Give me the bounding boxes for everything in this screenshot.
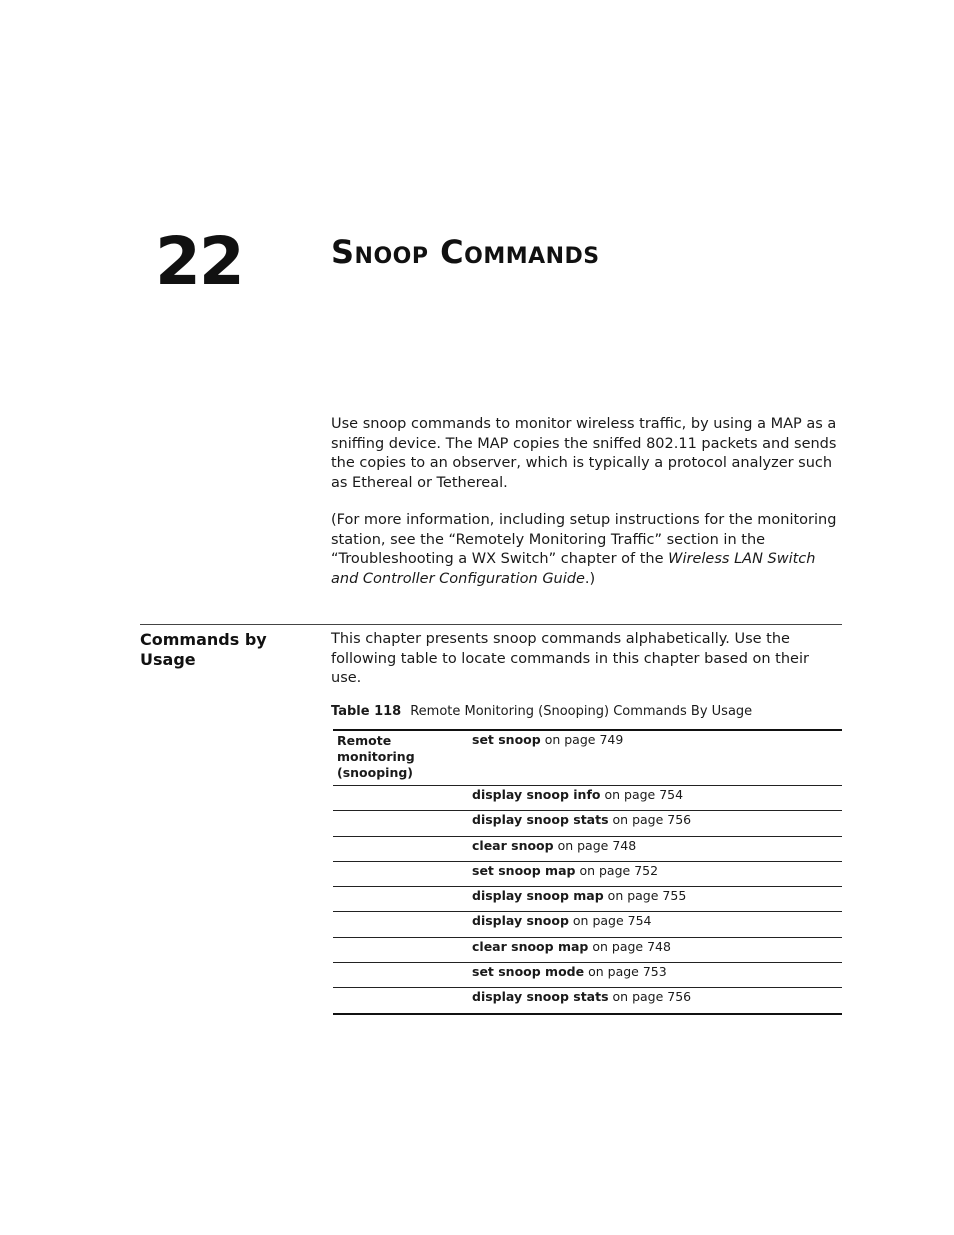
page-reference: on page 752 [579,862,659,878]
command-name: display snoop [472,913,569,929]
command-name: display snoop info [472,787,601,802]
usage-category-cell [333,912,472,937]
usage-category-cell [333,937,472,962]
intro-reference-text: (For more information, including setup instructions for the monitoring station, see the “Remotely Monitoring Traffic” section in the “Troubleshooting a WX Switch” chapter of the [331,512,837,567]
section-heading: Commands by Usage [140,630,267,669]
table-row [333,811,842,836]
usage-category-cell [333,811,472,836]
table-row [333,912,842,937]
table-row [333,887,842,912]
command-name: display snoop stats [472,989,609,1005]
command-cell [472,786,842,811]
usage-category-cell [333,786,472,811]
table-caption-label: Table 118 [331,704,402,719]
page-reference: on page 748 [592,938,671,954]
usage-category-cell [333,861,472,886]
usage-category-cell [333,836,472,861]
table-row [333,937,842,962]
table-row [333,786,842,811]
command-name: set snoop [472,732,541,747]
page-reference: on page 753 [588,964,667,980]
table-row [333,730,842,786]
commands-by-usage-table [333,729,842,1015]
intro-paragraph-reference [331,511,843,589]
guide-title: Wireless LAN Switch and Controller Configuration Guide [331,551,816,587]
usage-category-cell [333,887,472,912]
usage-category-cell [333,963,472,988]
page-reference: on page 755 [607,888,687,904]
chapter-number: 22 [155,223,243,300]
table-caption [331,703,752,721]
page-reference: on page 749 [544,732,624,747]
page-reference: on page 754 [604,787,684,802]
table-row [333,861,842,886]
command-name: display snoop map [472,888,604,904]
command-cell [472,861,842,886]
command-cell [472,988,842,1014]
table-row [333,988,842,1014]
table-row [333,963,842,988]
intro-reference-close: .) [584,570,596,587]
page-reference: on page 756 [612,989,692,1005]
command-cell [472,887,842,912]
command-cell [472,836,842,861]
page-reference: on page 748 [557,837,637,853]
table-row [333,836,842,861]
table-caption-text: Remote Monitoring (Snooping) Commands By Usage [410,704,753,719]
command-cell [472,937,842,962]
usage-category-cell: Remote monitoring (snooping) [337,733,415,780]
section-intro-text: This chapter presents snoop commands alphabetically. Use the following table to locate commands in this chapter based on their use. [331,631,809,686]
chapter-title: Snoop Commands [331,233,600,271]
command-cell [472,963,842,988]
command-cell [472,730,842,786]
page-reference: on page 756 [612,812,692,828]
page-reference: on page 754 [572,913,652,929]
usage-category-cell [333,988,472,1014]
command-name: clear snoop [472,837,554,853]
command-name: clear snoop map [472,938,589,954]
command-name: display snoop stats [472,812,609,828]
section-divider [140,624,842,625]
command-name: set snoop mode [472,964,585,980]
command-name: set snoop map [472,862,576,878]
intro-paragraph: Use snoop commands to monitor wireless traffic, by using a MAP as a sniffing device. The MAP copies the sniffed 802.11 packets and sends the copies to an observer, which is typically a protocol analyzer such as Ethereal or Tethereal. [331,416,837,491]
command-cell [472,912,842,937]
command-cell [472,811,842,836]
